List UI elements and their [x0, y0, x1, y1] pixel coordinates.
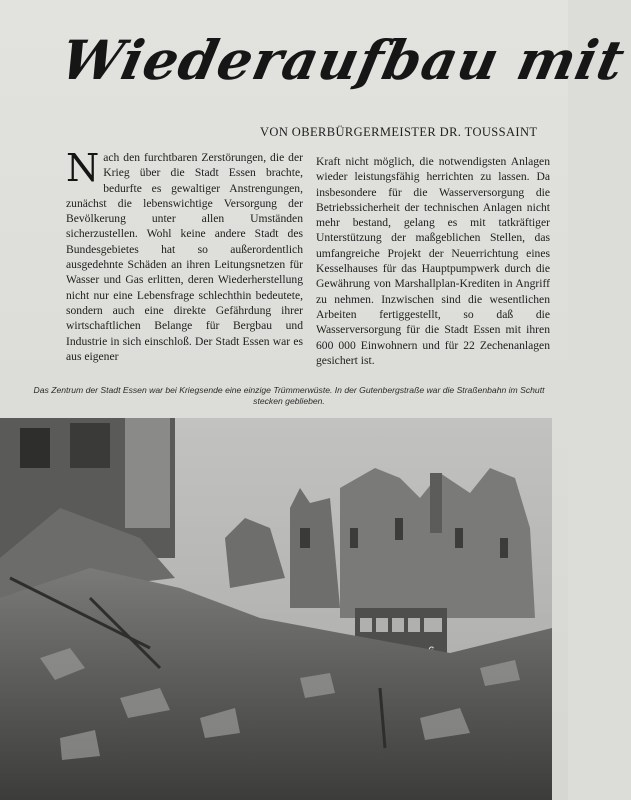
headline: Wiederaufbau mit: [55, 28, 631, 92]
right-ruin: [340, 468, 535, 618]
article-column-right: Kraft nicht möglich, die notwendigsten Anlagen wieder leistungsfähig herrichten zu lassen. Da insbesondere für die Wasserversorgung die Betriebssicherheit der technischen Anlagen nicht mehr bestand, gelang es mit tatkräftiger Unterstützung der maßgeblichen Stellen, das umfangreiche Projekt der Neuerrichtung eines Kesselhauses für das Hauptpumpwerk durch die Gewährung von Marshallplan-Krediten in Angriff zu nehmen. Inzwischen sind die wesentlichen Arbeiten fertiggestellt, so daß die Wasserversorgung für die Stadt Essen mit ihren 600 000 Einwohnern und für 22 Zechenanlagen gesichert ist.: [316, 155, 550, 367]
author-byline: VON OBERBÜRGERMEISTER DR. TOUSSAINT: [260, 125, 538, 139]
ruins-illustration: [0, 418, 552, 800]
article-text-left: ach den furchtbaren Zerstörungen, die der Krieg über die Stadt Essen brachte, bedurfte es gewaltiger Anstrengungen, zunächst die lebenswichtige Versorgung der Bevölkerung unter allen Umständen sicherzustellen. Wohl keine andere Stadt des Bundesgebietes hat so außerordentlich ausgedehnte Schäden an ihren Leitungsnetzen für Wasser und Gas erlitten, deren Wiederherstellung nicht nur eine Lebensfrage schlechthin bedeutete, sondern auch eine direkte Gefährdung ihrer wirtschaftlichen Belange für Bergbau und Industrie in sich einschloß. Der Stadt Essen war es aus eigener: [66, 151, 303, 363]
article-column-left: [66, 146, 303, 364]
rubble-photo: [0, 418, 552, 800]
photo-caption: Das Zentrum der Stadt Essen war bei Kriegsende eine einzige Trümmerwüste. In der Gutenbergstraße war die Straßenbahn im Schutt stecken geblieben.: [33, 385, 545, 406]
drop-cap: N: [66, 146, 100, 190]
